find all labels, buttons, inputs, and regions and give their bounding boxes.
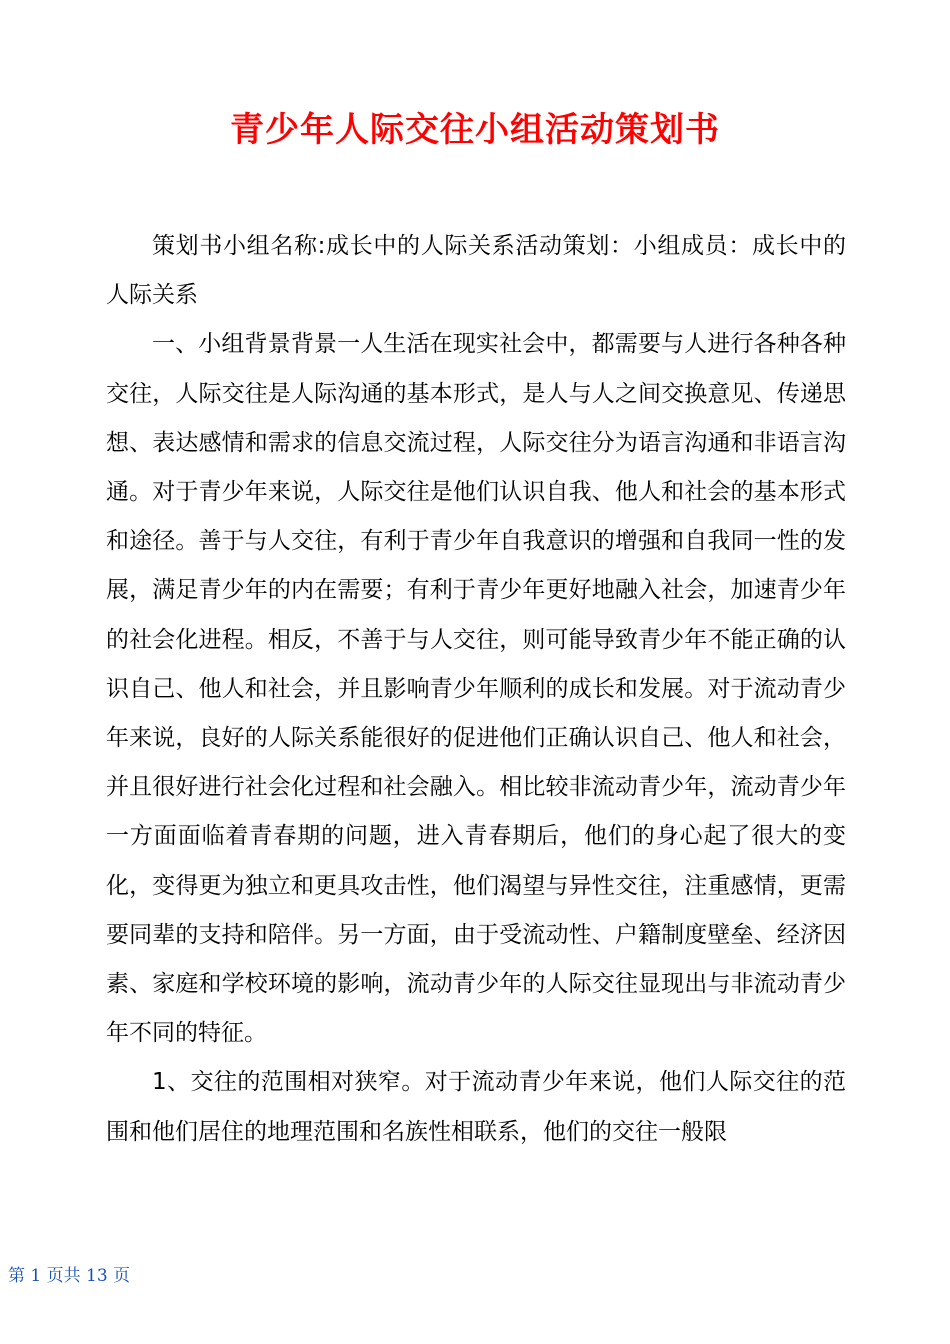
paragraph-background: 一、小组背景背景一人生活在现实社会中，都需要与人进行各种各种交往，人际交往是人际沟通的基本形式，是人与人之间交换意见、传递思想、表达感情和需求的信息交流过程，人际交往分为语言沟通和非语言沟通。对于青少年来说，人际交往是他们认识自我、他人和社会的基本形式和途径。善于与人交往，有利于青少年自我意识的增强和自我同一性的发展，满足青少年的内在需要；有利于青少年更好地融入社会，加速青少年的社会化进程。相反，不善于与人交往，则可能导致青少年不能正确的认识自己、他人和社会，并且影响青少年顺利的成长和发展。对于流动青少年来说，良好的人际关系能很好的促进他们正确认识自己、他人和社会，并且很好进行社会化过程和社会融入。相比较非流动青少年，流动青少年一方面面临着青春期的问题，进入青春期后，他们的身心起了很大的变化，变得更为独立和更具攻击性，他们渴望与异性交往，注重感情，更需要同辈的支持和陪伴。另一方面，由于受流动性、户籍制度壁垒、经济因素、家庭和学校环境的影响，流动青少年的人际交往显现出与非流动青少年不同的特征。 <box>106 331 846 1047</box>
paragraph-group-info: 策划书小组名称:成长中的人际关系活动策划：小组成员：成长中的人际关系 <box>106 233 846 309</box>
paragraph-point-1: 1、交往的范围相对狭窄。对于流动青少年来说，他们人际交往的范围和他们居住的地理范围和名族性相联系，他们的交往一般限 <box>106 1069 846 1145</box>
document-body <box>106 222 846 1157</box>
document-title: 青少年人际交往小组活动策划书 <box>230 110 720 150</box>
page-number-footer: 第 1 页共 13 页 <box>8 1266 131 1286</box>
